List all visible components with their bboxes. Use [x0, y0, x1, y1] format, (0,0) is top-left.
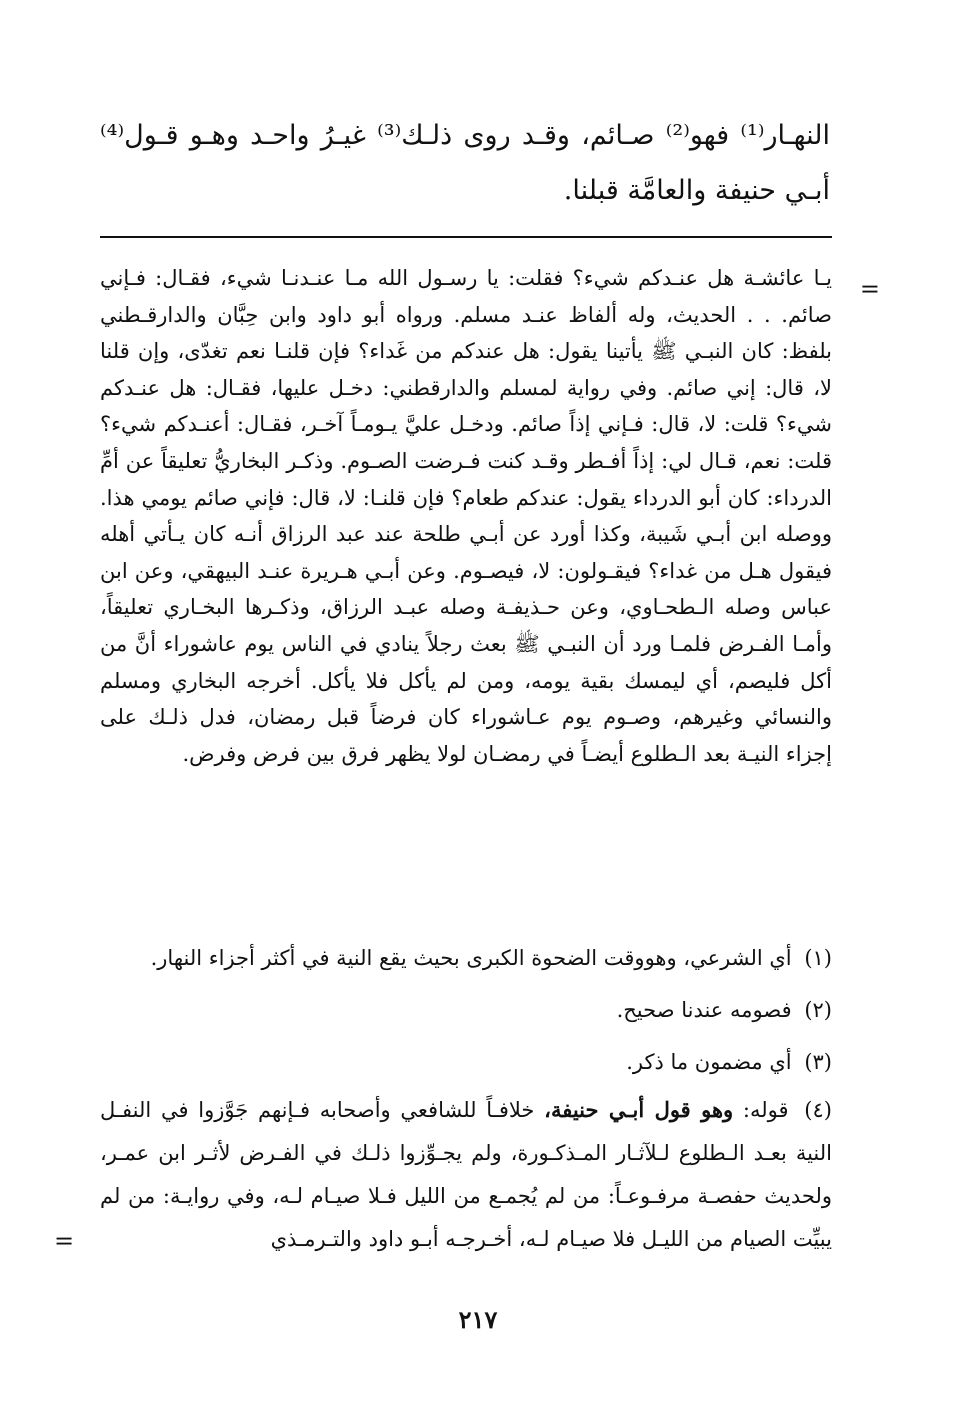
footnote-text: فصومه عندنا صحيح. — [616, 998, 792, 1022]
footnote-continuation-text: يـا عائشـة هل عنـدكم شيء؟ فقلت: يا رسـول الله مـا عنـدنـا شيء، فقـال: فـإني صائم. . . الحديث، وله ألفاظ عنـد مسلم. ورواه أبو داود وابن حِبَّان والدارقـطني بلفظ: كان النبـي ﷺ يأتينا يقول: هل عندكم من غَداء؟ فإن قلنـا نعم تغدّى، وإن قلنا لا، قال: إني صائم. وفي رواية لمسلم والدارقطني: دخـل عليها، فقـال: هل عنـدكم شيء؟ قلت: لا، قال: فـإني إذاً صائم. ودخـل عليَّ يـومـاً آخـر، فقـال: أعنـدكم شيء؟ قلت: نعم، قـال لي: إذاً أفـطر وقـد كنت فـرضت الصـوم. وذكـر البخاريُّ تعليقاً عن أمِّ الدرداء: كان أبو الدرداء يقول: عندكم طعام؟ فإن قلنـا: لا، قال: فإني صائم يومي هذا. ووصله ابن أبـي شَيبة، وكذا أورد عن أبـي طلحة عند عبد الرزاق أنـه كان يـأتي أهله فيقول هـل من غداء؟ فيقـولون: لا، فيصـوم. وعن أبـي هـريرة عنـد البيهقي، وعن ابن عباس وصله الـطحـاوي، وعن حـذيفـة وصله عبـد الرزاق، وذكـرها البخـاري تعليقاً، وأمـا الفـرض فلمـا ورد أن النبـي ﷺ بعث رجلاً ينادي في الناس يوم عاشوراء أنَّ من أكل فليصم، أي ليمسك بقية يومه، ومن لم يأكل فلا يأكل. أخرجه البخاري ومسلم والنسائي وغيرهم، وصـوم يوم عـاشوراء كان فرضاً قبل رمضان، فدل ذلـك على إجزاء النيـة بعد الـطلوع أيضـاً في رمضـان لولا يظهر فرق بين فرض وفرض. — [100, 266, 833, 766]
footnote-separator — [100, 236, 832, 238]
footnote-continuation — [100, 260, 832, 772]
footnote-number: (١) — [804, 946, 832, 970]
footnote-lead: قوله: — [742, 1098, 789, 1122]
footnote-1 — [100, 932, 832, 984]
footnote-number: (٤) — [804, 1098, 832, 1122]
continuation-marker: = — [859, 275, 880, 303]
footnotes — [100, 932, 832, 1261]
footnote-4 — [100, 1088, 832, 1261]
footnote-number: (٢) — [804, 998, 832, 1022]
main-paragraph: النهـار⁽¹⁾ فهو⁽²⁾ صـائم، وقـد روى ذلـك⁽³⁾ غيـرُ واحـد وهـو قـول⁽⁴⁾ أبـي حنيفة والعامَّة قبلنا. — [100, 120, 830, 206]
footnote-2 — [100, 984, 832, 1036]
footnote-text: أي مضمون ما ذكر. — [626, 1050, 792, 1074]
footnote-text: أي الشرعي، وهووقت الضحوة الكبرى بحيث يقع النية في أكثر أجزاء النهار. — [150, 946, 792, 970]
continuation-end-marker: = — [54, 1227, 75, 1255]
main-text — [100, 108, 830, 218]
footnote-text: خلافـاً للشافعي وأصحابه فـإنهم جَوَّزوا في النفـل النية بعـد الـطلوع لـلآثـار المـذكـورة، ولم يجـوِّزوا ذلـك في الفـرض لأثـر ابن عمـر، ولحديث حفصـة مرفـوعـاً: من لم يُجمـع من الليل فـلا صيـام لـه، وفي روايـة: من لم يبيِّت الصيام من الليـل فلا صيـام لـه، أخـرجـه أبـو داود والتـرمـذي — [100, 1098, 832, 1251]
footnote-3 — [100, 1036, 832, 1088]
page-number: ٢١٧ — [458, 1305, 498, 1334]
footnote-quoted-phrase: وهو قول أبـي حنيفة، — [544, 1097, 734, 1122]
footnote-number: (٣) — [804, 1050, 832, 1074]
